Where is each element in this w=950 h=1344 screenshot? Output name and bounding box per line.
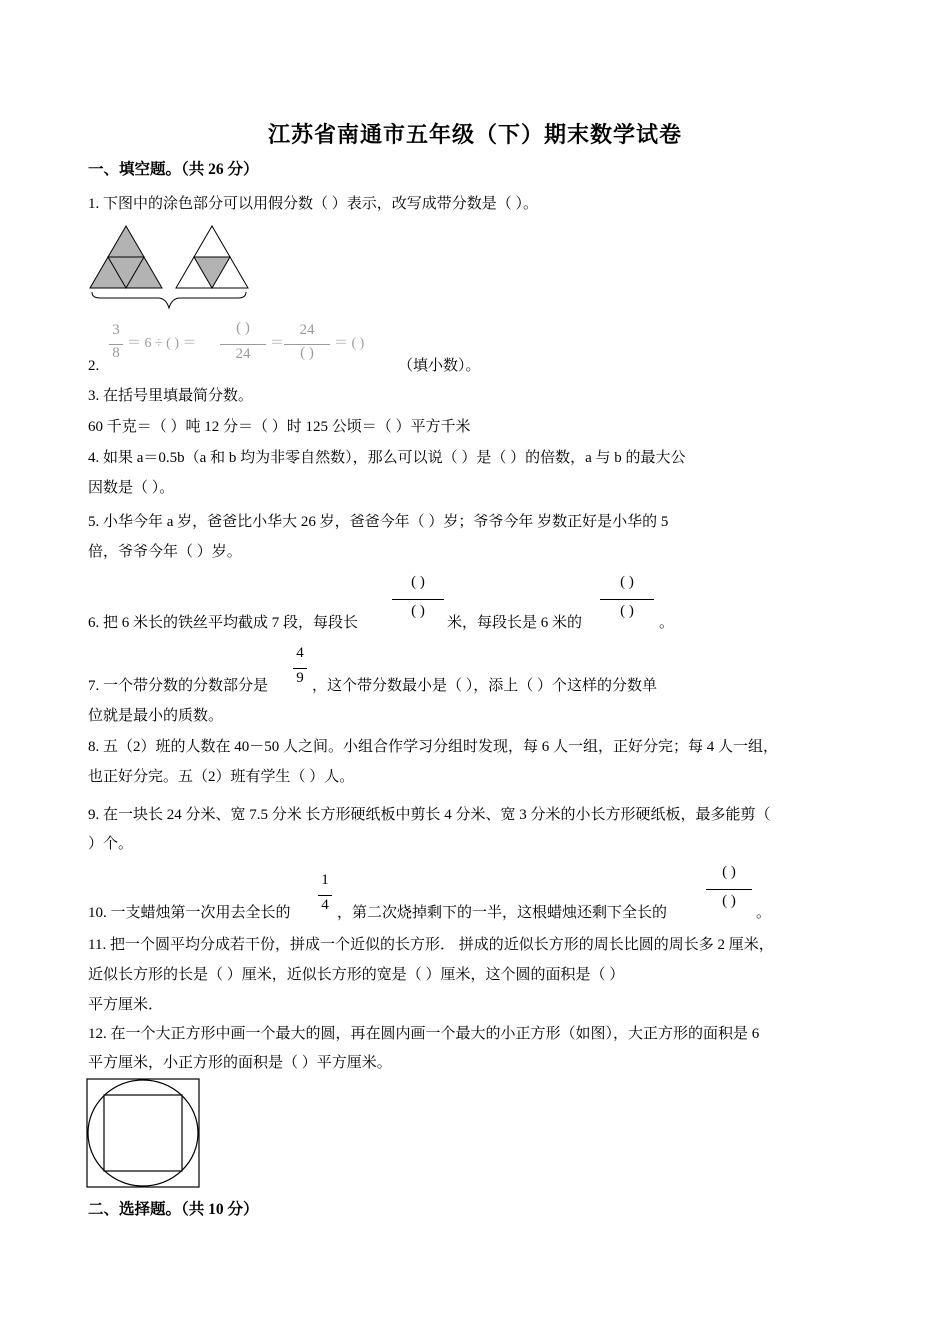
question-12-line2: 平方厘米，小正方形的面积是（ ）平方厘米。 — [88, 1055, 392, 1071]
question-5-line1: 5. 小华今年 a 岁，爸爸比小华大 26 岁，爸爸今年（ ）岁；爷爷今年 岁数正好是小华的 5 — [88, 514, 669, 530]
q2-eq2: ＝ — [270, 336, 284, 351]
q10-fraction-num: 1 — [321, 872, 329, 888]
question-7-part-b: ，这个带分数最小是（ ），添上（ ）个这样的分数单 — [312, 678, 658, 694]
question-9-line1: 9. 在一块长 24 分米、宽 7.5 分米 长方形硬纸板中剪长 4 分米、宽 3 分米的小长方形硬纸板，最多能剪（ — [88, 807, 771, 823]
question-6-part-b: 米，每段长是 6 米的 — [447, 615, 583, 631]
q2-fraction2-bar — [220, 344, 266, 345]
question-4-line1: 4. 如果 a＝0.5b（a 和 b 均为非零自然数），那么可以说（ ）是（ ）的倍数，a 与 b 的最大公 — [88, 450, 686, 466]
page-title: 江苏省南通市五年级（下）期末数学试卷 — [267, 122, 682, 147]
triangle-figure — [86, 222, 256, 314]
q6-blank-fraction1-num: ( ) — [411, 574, 425, 590]
question-11-line3: 平方厘米． — [88, 997, 164, 1013]
q6-fraction1-bar — [392, 599, 444, 600]
q10-fraction-den: 4 — [321, 897, 329, 913]
q7-fraction-den: 9 — [296, 670, 304, 686]
q2-fraction1-den: 8 — [112, 345, 120, 361]
q2-fraction3-den: ( ) — [300, 345, 314, 361]
question-8-line1: 8. 五（2）班的人数在 40－50 人之间。小组合作学习分组时发现，每 6 人一组，正好分完；每 4 人一组， — [88, 739, 779, 755]
q2-fraction1-num: 3 — [112, 322, 120, 338]
section1-heading: 一、填空题。（共 26 分） — [88, 161, 259, 178]
question-10-part-a: 10. 一支蜡烛第一次用去全长的 — [88, 905, 291, 921]
question-12-line1: 12. 在一个大正方形中画一个最大的圆，再在圆内画一个最大的小正方形（如图），大正方形的面积是 6 — [88, 1026, 760, 1042]
question-6-part-a: 6. 把 6 米长的铁丝平均截成 7 段，每段长 — [88, 615, 359, 631]
q2-fraction2-num: ( ) — [236, 320, 250, 336]
question-1: 1. 下图中的涂色部分可以用假分数（ ）表示，改写成带分数是（ ）。 — [88, 196, 539, 212]
question-7-part-a: 7. 一个带分数的分数部分是 — [88, 678, 269, 694]
question-7-line2: 位就是最小的质数。 — [88, 708, 224, 724]
question-8-line2: 也正好分完。五（2）班有学生（ ）人。 — [88, 769, 355, 785]
square-circle-figure — [86, 1078, 202, 1190]
question-4-line2: 因数是（ ）。 — [88, 480, 175, 496]
section2-heading: 二、选择题。（共 10 分） — [88, 1201, 259, 1218]
q6-fraction2-bar — [600, 599, 654, 600]
question-9-line2: ）个。 — [88, 836, 134, 852]
question-10-part-c: 。 — [756, 905, 772, 921]
question-10-part-b: ，第二次烧掉剩下的一半，这根蜡烛还剩下全长的 — [337, 905, 668, 921]
q2-eq3: ＝ ( ) — [334, 336, 365, 351]
q10-fraction-bar — [318, 895, 332, 896]
question-5-line2: 倍，爷爷今年（ ）岁。 — [88, 544, 242, 560]
q2-fraction3-num: 24 — [299, 322, 315, 338]
q7-fraction-bar — [293, 668, 307, 669]
q10-blank-num: ( ) — [722, 864, 736, 880]
question-6-part-c: 。 — [659, 615, 675, 631]
question-2-number: 2. — [88, 358, 100, 374]
question-2-tail: （填小数）。 — [398, 358, 481, 374]
q6-blank-fraction2-den: ( ) — [620, 603, 634, 619]
q2-fraction2-den: 24 — [235, 346, 251, 362]
q10-blank-den: ( ) — [722, 893, 736, 909]
q10-blank-bar — [706, 889, 752, 890]
q2-eq1: ＝ 6 ÷ ( ) ＝ — [127, 336, 197, 351]
q7-fraction-num: 4 — [296, 645, 304, 661]
question-11-line1: 11. 把一个圆平均分成若干份，拼成一个近似的长方形． 拼成的近似长方形的周长比圆的周长多 2 厘米， — [88, 937, 774, 953]
question-11-line2: 近似长方形的长是（ ）厘米，近似长方形的宽是（ ）厘米，这个圆的面积是（ ） — [88, 967, 625, 983]
q6-blank-fraction2-num: ( ) — [620, 574, 634, 590]
q6-blank-fraction1-den: ( ) — [411, 603, 425, 619]
question-3: 3. 在括号里填最简分数。 — [88, 388, 254, 404]
question-3-line2: 60 千克＝（ ）吨 12 分＝（ ）时 125 公顷＝（ ）平方千米 — [88, 419, 471, 435]
